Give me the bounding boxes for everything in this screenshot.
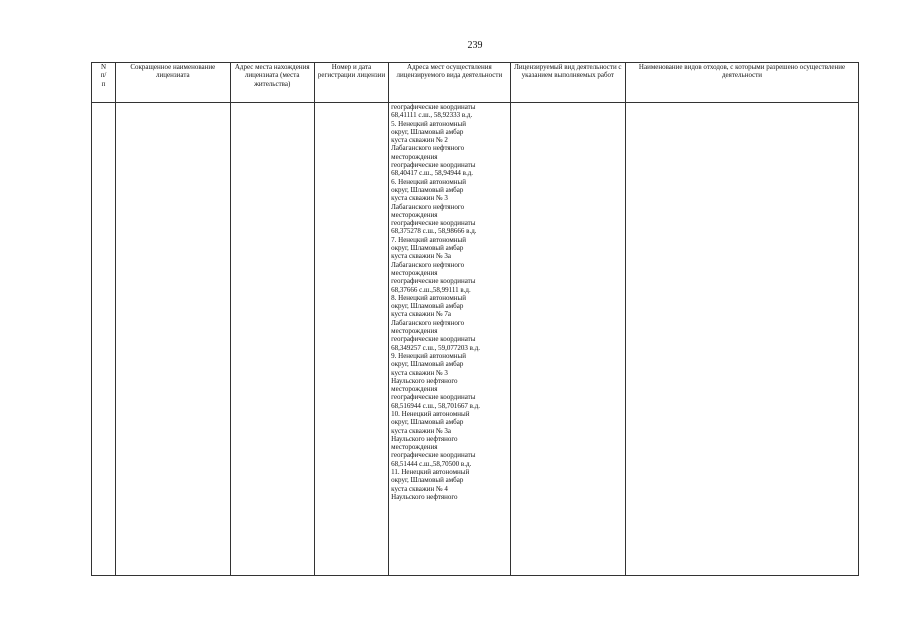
cell-activity-addresses: географические координаты 68,41111 с.ш., 58,92333 в.д. 5. Ненецкий автономный округ, Шламовый амбар куста скважин № 2 Лабаганского нефтяного месторождения географические координаты 68,40417 с.ш., 58,94944 в.д. 6. Ненецкий автономный округ, Шламовый амбар куста скважин № 3 Лабаганского нефтяного месторождения географические координаты 68,375278 с.ш., 58,98666 в.д. 7. Ненецкий автономный округ, Шламовый амбар куста скважин № 3а Лабаганского нефтяного месторождения географические координаты 68,37666 с.ш.,58,99111 в.д. 8. Ненецкий автономный округ, Шламовый амбар куста скважин № 7а Лабаганского нефтяного месторождения географические координаты 68,349257 с.ш., 59,077203 в.д. 9. Ненецкий автономный округ, Шламовый амбар куста скважин № 3 Наульского нефтяного месторождения географические координаты 68,516944 с.ш., 58,701667 в.д. 10. Ненецкий автономный округ, Шламовый амбар куста скважин № 3а Наульского нефтяного месторождения географические координаты 68,51444 с.ш.,58,70500 в.д. 11. Ненецкий автономный округ, Шламовый амбар куста скважин № 4 Наульского нефтяного bbox=[389, 103, 510, 576]
table-header-row bbox=[92, 63, 859, 103]
header-licensee-address: Адрес места нахождения лицензиата (места жительства) bbox=[230, 63, 314, 103]
license-register-table bbox=[91, 62, 859, 576]
page-number: 239 bbox=[467, 40, 483, 51]
cell-licensed-activity bbox=[510, 103, 625, 576]
header-licensee-name: Сокращенное наименование лицензиата bbox=[116, 63, 230, 103]
header-activity-addresses: Адреса мест осуществления лицензируемого вида деятельности bbox=[389, 63, 510, 103]
cell-license-registration bbox=[314, 103, 388, 576]
header-waste-types: Наименование видов отходов, с которыми разрешено осуществление деятельности bbox=[626, 63, 859, 103]
header-license-registration: Номер и дата регистрации лицензии bbox=[314, 63, 388, 103]
cell-licensee-address bbox=[230, 103, 314, 576]
cell-number bbox=[92, 103, 116, 576]
cell-licensee-name bbox=[116, 103, 230, 576]
header-licensed-activity: Лицензируемый вид деятельности с указанием выполняемых работ bbox=[510, 63, 625, 103]
table-row bbox=[92, 103, 859, 576]
header-number: N п/ п bbox=[92, 63, 116, 103]
cell-waste-types bbox=[626, 103, 859, 576]
